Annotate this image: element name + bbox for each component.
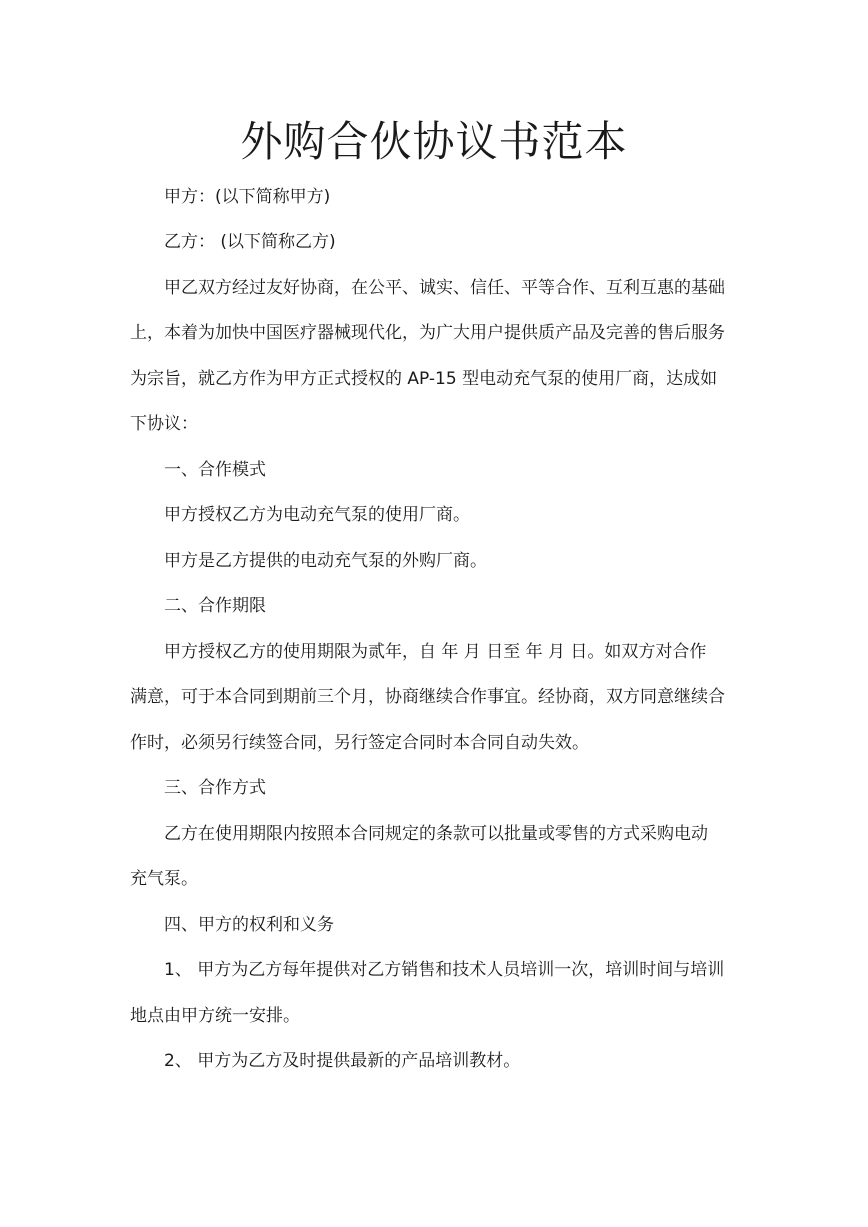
section-heading-cooperation-term: 二、合作期限: [164, 596, 266, 616]
party-b-line: 乙方： (以下简称乙方): [164, 232, 336, 252]
rights-item-1-line-2: 地点由甲方统一安排。: [130, 1006, 300, 1026]
term-line-3: 作时，必须另行续签合同，另行签定合同时本合同自动失效。: [130, 733, 589, 753]
intro-line-2: 上，本着为加快中国医疗器械现代化，为广大用户提供质产品及完善的售后服务: [130, 323, 725, 343]
rights-item-1-line-1: 1、 甲方为乙方每年提供对乙方销售和技术人员培训一次，培训时间与培训: [164, 960, 725, 980]
method-line-1: 乙方在使用期限内按照本合同规定的条款可以批量或零售的方式采购电动: [164, 824, 708, 844]
method-line-2: 充气泵。: [130, 869, 198, 889]
intro-line-4: 下协议：: [130, 414, 198, 434]
section-heading-party-a-rights: 四、甲方的权利和义务: [164, 915, 334, 935]
document-title: 外购合伙协议书范本: [240, 117, 628, 166]
paragraph-authorization: 甲方授权乙方为电动充气泵的使用厂商。: [164, 505, 470, 525]
term-line-2: 满意，可于本合同到期前三个月，协商继续合作事宜。经协商，双方同意继续合: [130, 687, 725, 707]
paragraph-supplier: 甲方是乙方提供的电动充气泵的外购厂商。: [164, 551, 487, 571]
party-a-line: 甲方：(以下简称甲方): [164, 187, 331, 207]
section-heading-cooperation-method: 三、合作方式: [164, 778, 266, 798]
rights-item-2: 2、 甲方为乙方及时提供最新的产品培训教材。: [164, 1051, 521, 1071]
intro-line-1: 甲乙双方经过友好协商，在公平、诚实、信任、平等合作、互利互惠的基础: [164, 278, 725, 298]
section-heading-cooperation-mode: 一、合作模式: [164, 460, 266, 480]
term-line-1: 甲方授权乙方的使用期限为贰年，自 年 月 日至 年 月 日。如双方对合作: [164, 642, 707, 662]
intro-line-3: 为宗旨，就乙方作为甲方正式授权的 AP-15 型电动充气泵的使用厂商，达成如: [130, 369, 718, 389]
